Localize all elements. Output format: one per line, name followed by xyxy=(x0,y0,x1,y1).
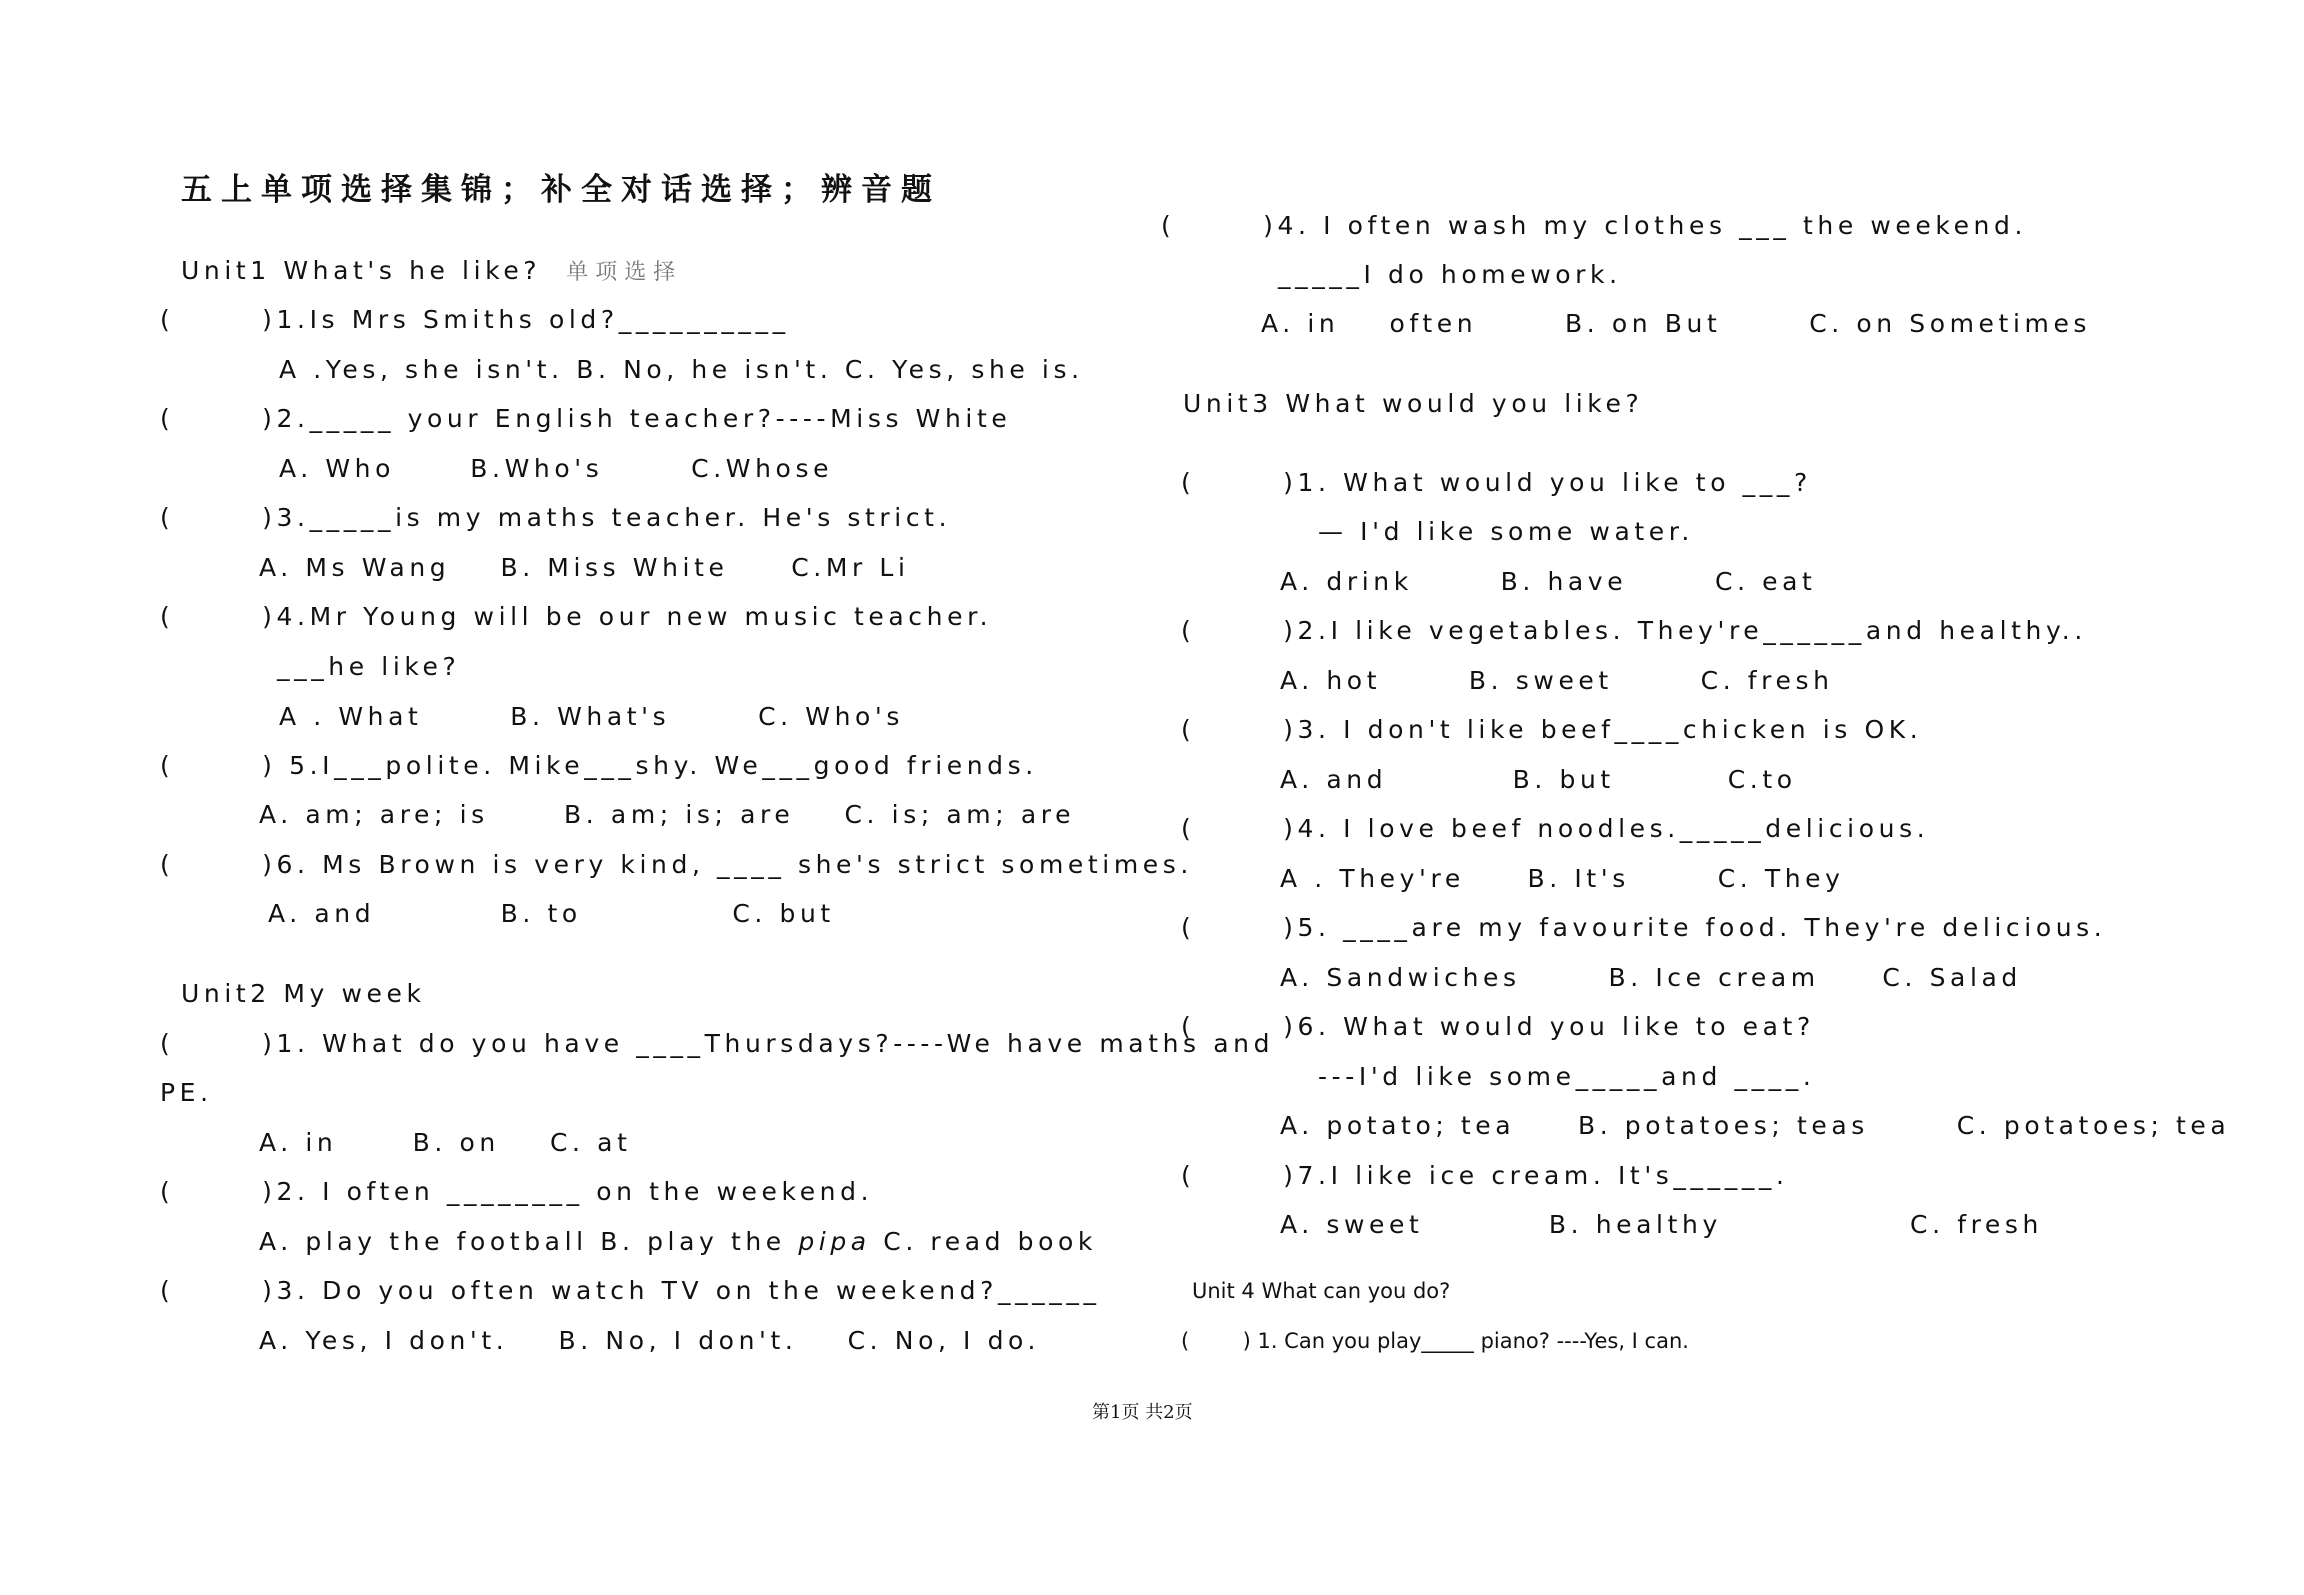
unit2-q4-continuation: _____I do homework. xyxy=(1278,260,1622,289)
unit3-q7: ( )7.I like ice cream. It's______. xyxy=(1181,1161,1789,1190)
unit2-q2: ( )2. I often ________ on the weekend. xyxy=(160,1177,874,1206)
unit3-q2: ( )2.I like vegetables. They're______and healthy.. xyxy=(1181,616,2087,645)
unit2-q1-continuation: PE. xyxy=(160,1078,213,1107)
unit3-heading: Unit3 What would you like? xyxy=(1183,389,1644,418)
page-footer: 第1页 共2页 xyxy=(1092,1402,1193,1423)
unit1-heading xyxy=(181,258,682,284)
unit2-q4: ( )4. I often wash my clothes ___ the weekend. xyxy=(1161,211,2028,240)
unit3-q5: ( )5. ____are my favourite food. They're delicious. xyxy=(1181,913,2107,942)
unit3-q2-options: A. hot B. sweet C. fresh xyxy=(1280,666,1834,695)
unit2-q3: ( )3. Do you often watch TV on the weekend?______ xyxy=(160,1276,1101,1305)
unit3-q3-options: A. and B. but C.to xyxy=(1280,765,1797,794)
unit3-q1: ( )1. What would you like to ___? xyxy=(1181,468,1812,497)
unit1-q2-options: A. Who B.Who's C.Whose xyxy=(279,454,834,483)
unit1-q3-options: A. Ms Wang B. Miss White C.Mr Li xyxy=(259,553,910,582)
unit3-q1-continuation: — I'd like some water. xyxy=(1318,517,1694,546)
unit2-q2-options xyxy=(259,1229,1097,1254)
unit2-q2-options-pipa: pipa xyxy=(798,1227,871,1256)
unit1-heading-text: Unit1 What's he like? xyxy=(181,256,542,285)
unit4-heading: Unit 4 What can you do? xyxy=(1192,1279,1451,1303)
unit1-q6: ( )6. Ms Brown is very kind, ____ she's strict sometimes. xyxy=(160,850,1193,879)
unit1-q5: ( ) 5.I___polite. Mike___shy. We___good friends. xyxy=(160,751,1038,780)
unit3-q4-options: A . They're B. It's C. They xyxy=(1280,864,1845,893)
unit2-q2-options-a: A. play the football B. play the xyxy=(259,1227,799,1256)
unit3-q6: ( )6. What would you like to eat? xyxy=(1181,1012,1815,1041)
unit1-q1: ( )1.Is Mrs Smiths old?__________ xyxy=(160,305,790,334)
unit1-tag: 单项选择 xyxy=(566,260,683,285)
unit2-q1-options: A. in B. on C. at xyxy=(259,1128,632,1157)
unit3-q7-options: A. sweet B. healthy C. fresh xyxy=(1280,1210,2043,1239)
unit3-q5-options: A. Sandwiches B. Ice cream C. Salad xyxy=(1280,963,2022,992)
page-title: 五上单项选择集锦；补全对话选择；辨音题 xyxy=(181,172,941,208)
unit3-q6-continuation: ---I'd like some_____and ____. xyxy=(1318,1062,1816,1091)
unit2-q2-options-c: C. read book xyxy=(870,1227,1098,1256)
unit1-q4-options: A . What B. What's C. Who's xyxy=(279,702,905,731)
unit2-q4-options: A. in often B. on But C. on Sometimes xyxy=(1261,309,2092,338)
unit2-q1: ( )1. What do you have ____Thursdays?----We have maths and xyxy=(160,1029,1275,1058)
unit4-q1: ( ) 1. Can you play_____ piano? ----Yes, I can. xyxy=(1181,1329,1689,1353)
unit1-q4: ( )4.Mr Young will be our new music teacher. xyxy=(160,602,993,631)
unit1-q1-options: A .Yes, she isn't. B. No, he isn't. C. Yes, she is. xyxy=(279,355,1084,384)
unit2-q3-options: A. Yes, I don't. B. No, I don't. C. No, I do. xyxy=(259,1326,1041,1355)
unit1-q3: ( )3._____is my maths teacher. He's strict. xyxy=(160,503,952,532)
unit3-q6-options: A. potato; tea B. potatoes; teas C. potatoes; tea xyxy=(1280,1111,2231,1140)
unit1-q4-continuation: ___he like? xyxy=(277,652,461,681)
unit1-q6-options: A. and B. to C. but xyxy=(268,899,835,928)
unit1-q2: ( )2._____ your English teacher?----Miss White xyxy=(160,404,1012,433)
unit3-q4: ( )4. I love beef noodles._____delicious. xyxy=(1181,814,1930,843)
unit1-q5-options: A. am; are; is B. am; is; are C. is; am; are xyxy=(259,800,1076,829)
unit3-q1-options: A. drink B. have C. eat xyxy=(1280,567,1817,596)
unit2-heading: Unit2 My week xyxy=(181,979,426,1008)
unit3-q3: ( )3. I don't like beef____chicken is OK. xyxy=(1181,715,1923,744)
